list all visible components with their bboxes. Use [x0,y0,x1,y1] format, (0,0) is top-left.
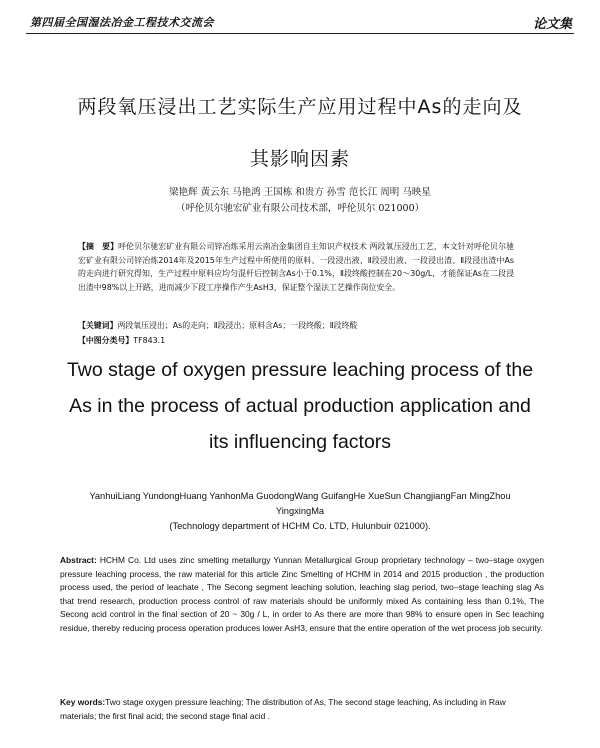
running-header-section: 论文集 [532,17,572,32]
chinese-classification-label: 【中图分类号】 [78,336,134,345]
chinese-title-line-1: 两段氧压浸出工艺实际生产应用过程中As的走向及 [77,96,523,118]
english-keywords [60,696,544,723]
english-authors [60,489,540,519]
chinese-keywords-text: 两段氧压浸出；As的走向；Ⅱ段浸出；原料含As；一段终酸；Ⅱ段终酸 [117,321,358,330]
english-abstract-label: Abstract: [60,555,97,565]
chinese-abstract-label: 【摘 要】 [78,242,119,251]
chinese-keywords-label: 【关键词】 [78,321,118,330]
english-title-line-1: Two stage of oxygen pressure leaching process of the [66,359,534,381]
chinese-keywords [78,320,518,331]
english-affiliation: (Technology department of HCHM Co. LTD, Hulunbuir 021000). [169,521,431,531]
header-rule [26,33,574,34]
english-title-line-3: its influencing factors [208,431,392,453]
english-keywords-label: Key words: [60,697,106,707]
chinese-title-line-2: 其影响因素 [249,148,350,170]
chinese-classification [78,335,518,346]
chinese-affiliation: （呼伦贝尔驰宏矿业有限公司技术部，呼伦贝尔 021000） [175,203,425,214]
chinese-classification-number: TF843.1 [133,336,166,345]
chinese-authors: 梁艳辉 黄云东 马艳鸿 王国栋 和贵方 孙雪 范长江 周明 马映星 [169,187,431,198]
english-title-line-2: As in the process of actual production application and [69,395,531,417]
running-header-conference: 第四届全国湿法冶金工程技术交流会 [30,16,214,29]
chinese-abstract-text: 呼伦贝尔驰宏矿业有限公司锌冶炼采用云南冶金集团自主知识产权技术 两段氧压浸出工艺，本文针对呼伦贝尔驰宏矿业有限公司锌冶炼2014年及2015年生产过程中所使用的原料、一段浸出液、Ⅱ段浸出液、一段浸出渣、Ⅱ段浸出渣中As的走向进行研究得知，生产过程中原料应均匀混杆后控制含As小于0.1%，Ⅱ段终酸控制在20～30g/L，才能保证As在二段浸出渣中98%以上开路，进而减少下段工序操作产生AsH3，保证整个湿法工艺操作岗位安全。 [78,242,514,292]
chinese-abstract [78,240,514,294]
english-keywords-text: Two stage oxygen pressure leaching; The distribution of As, The second stage leaching, As including in Raw materials; the first final acid; the second stage final acid . [60,697,506,721]
english-authors-line-1: YanhuiLiang YundongHuang YanhonMa GuodongWang GuifangHe XueSun ChangjiangFan MingZhou [89,491,511,501]
english-authors-line-2: YingxingMa [275,506,325,516]
english-abstract-text: HCHM Co. Ltd uses zinc smelting metallurgy Yunnan Metallurgical Group proprietary technology – two–stage oxygen pressure leaching process, the raw material for this article Zinc Smelting of HCHM in 2014 and 2015 production , the production process used, the period of leachate , The Secong segment leaching solution, leaching slag period, two–stage leaching slag As that trend research, production process control of raw materials should be uniformly mixed As containing less than 0.1%, The Secong acid control in the final section of 20 ~ 30g / L, in order to As there are more than 98% to ensure open in Sec leaching residue, thereby reducing process operation produces lower AsH3, ensure that the entire operation of the wet process job security. [60,555,544,633]
english-abstract [60,554,544,636]
